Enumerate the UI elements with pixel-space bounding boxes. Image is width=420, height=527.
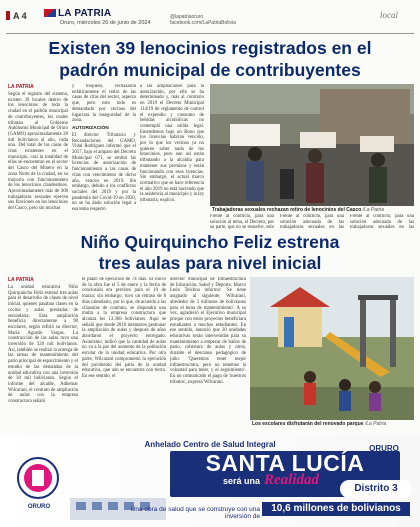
article2-caption — [252, 421, 414, 427]
article1-byline: LA PATRIA — [8, 84, 34, 90]
article2-col3 — [170, 277, 246, 432]
article1-photo — [210, 84, 414, 206]
article2-photo — [250, 277, 414, 420]
section-marker — [6, 11, 10, 20]
article1-col2b-text: El director Tributario y Recaudaciones del GAMO, Vidal Rodríguez informó que el 2017, bajo el amparo del Decreto Municipal 071, se emitió las licencias de autorización de funcionamiento a las casas de citas con vencimiento de dicho año, vencen en 2019. Sin embargo, debido a los conflictos sociales del 2019 y por la pandemia del Covid-19 en 2020, no se ha dado solución legal a esa tema respecto — [72, 132, 136, 213]
ad-script: Realidad — [264, 472, 319, 488]
advertisement[interactable] — [0, 436, 420, 527]
ad-subtitle: será una — [222, 476, 260, 486]
article1-col3-text: a las ampliaciones para la autorización, por ello se ha determinado y, más al contrario en 2019 el Decreto Municipal 114/19 de reglamento de control el expendio y consumo de bebidas alcohólicas no contempló una salida legal. Entendemos bajo un Bono que los licencias habrían vencido, por lo que los vecinos ya no quieren saber nada de los lenocinios, pero aun así están tributando a la alcaldía para mantener sus permisos y están funcionando con esos licencias. Sin embargo, el actual marco normativo que se hace referencia el año 2019 no está haciendo que la asistencia al municipio y la ley tributaria, explicó. — [140, 84, 204, 204]
article2-col3-text: director municipal de Infraestructura de Educación, Salud y Deporte, Marco León Teichoa informó: 'Se tiene asignado al siguiente, Wilcarani, alrededor de 3 millones de bolivianos para el tema de mantenimiento'. A su vez, agradeció el Ejecutivo municipal porque con estos proyectos beneficiará estudiantes a muchos estudiantes. En ese sentido, anunció que 20 unidades educativas serán intervenidas para su mantenimiento a empezar de baños de patio, cobertura de aulas y otros, durante el descanso pedagógico de julio. 'Queremos tener mejor infraestructura, pero no tenemos la voluntad para tener, y el seguimiento'. En un comunicado el pago de 'nuestros tributos', expresó Wilcarani. — [170, 277, 246, 385]
article2-col1 — [8, 277, 78, 432]
city-seal-icon — [14, 454, 62, 502]
article1-col4-text: Frente al conflicto, para una solución al tema, el Decreto, por su parte, que no se resuelve, solo — [210, 214, 274, 230]
ad-tagline: Anhelado Centro de Salud Integral — [144, 440, 276, 449]
article1-headline: Existen 39 lenocinios registrados en el padrón municipal de contribuyentes — [48, 38, 372, 80]
ad-footer-text: Una obra de salud que se construye con una inversión de — [130, 506, 260, 520]
article2-col1-text: La unidad educativa Niño Quirquincho Feliz estrenó tres aulas para el desarrollo de clases de nivel inicial, quienes pasaban clases en la cocina y aulas prestadas de secundaria. Esta ampliación beneficia directamente a 90 escolares, según refirió su director, María Agustín Vargas. La construcción de las aulas tuvo una inversión de 320 mil bolivianos. Así, también se realizó la entrega de las tareas de mantenimiento del patio principal de esparcimiento y el estudio de las demandas de la unidad educativa con una inversión de 30 mil bolivianos. Según el informe del alcalde, Adhemar Wilcarani, el contrato de ampliación de aulas con la empresa constructora señaló — [8, 285, 78, 405]
ad-amount: 10,6 millones de bolivianos — [271, 503, 401, 514]
article2-col2 — [82, 277, 166, 432]
ad-district: Distrito 3 — [354, 483, 398, 494]
playground-photo-illustration — [250, 277, 414, 420]
article1-col6-text: Frente al conflicto, para una solución adecuada de las trabajadoras sexuales en las — [350, 214, 414, 230]
article2-col2-text: el plazo de ejecución de 74 días. El inicio de la obra fue el 5 de enero y la fecha de conclusión era previsto para el 19 de marzo; sin embargo, tuvo un retraso de 8 días calendario, por lo que, de acuerdo a las cláusulas de contrato, se dispondrá una multa a la empresa constructora que alcanza los 13.368 bolivianos. Aquí se señaló que desde 2018 intentaron gestionar la ampliación de aulas y después de años abordaron el proyecto entregado. Asimismo, indicó que la cantidad de aulas no va a la par del aumento de la población escolar de la unidad educativa. Por otra parte, Wilcarani comprometió la ejecución del pavimento del patio de la unidad educativa, que aún se encuentra con tierra. En ese sentido, el — [82, 277, 166, 379]
article1-col1-text: Según el registro del sistema, existen 39 locales dentro de los lenocinios de toda la ciudad en el padrón municipal de contribuyentes, los cuales tributan al Gobierno Autónomo Municipal de Oruro (GAMO) aproximadamente 20 mil bolivianos al año, cada uno. Del total de las casas de citas existentes en el municipio, casi la totalidad de ellas se encuentran en el sector del Casco del Minero en la zona Norte de la ciudad, en su mayoría con funcionamiento de los lenocinios clandestinos. Aproximadamente más de 300 trabajadoras sexuales ejercen sus funciones en los lenocinios del Casco, pero sin muchas — [8, 92, 68, 212]
header-divider — [6, 33, 414, 34]
article1-col2 — [72, 84, 136, 230]
article1-caption-text: Trabajadoras sexuales rechazan retiro de lenocinios del Casco — [212, 207, 362, 213]
article2-byline: LA PATRIA — [8, 277, 34, 283]
article1-col5 — [280, 214, 344, 230]
ad-logo-right: ORURO — [369, 444, 399, 453]
article1-col3 — [140, 84, 204, 230]
article1-col6 — [350, 214, 414, 230]
article1-caption — [212, 207, 414, 213]
article2-photo-credit: /La Patria — [364, 421, 387, 427]
issue-date: Oruro, miércoles 26 de junio de 2024 — [60, 20, 151, 26]
article1-col5-text: Frente al conflicto, para una solución adecuada de las trabajadoras sexuales en las — [280, 214, 344, 230]
logo-wing-icon — [44, 9, 56, 17]
ad-city-logo — [14, 454, 62, 502]
article1-subhead: AUTORIZACIÓN — [72, 125, 109, 131]
article2-headline: Niño Quirquincho Feliz estrena tres aulas para nivel inicial — [80, 232, 340, 273]
section-label: local — [380, 10, 398, 20]
protest-photo-illustration — [210, 84, 414, 206]
article1-col1 — [8, 84, 68, 230]
ad-title: SANTA LUCÍA — [205, 450, 365, 476]
article1-photo-credit: /La Patria — [362, 207, 385, 213]
ad-logo-left-text: ORURO — [27, 504, 51, 510]
social-handle-2[interactable]: facebook.com/LaPatriaBolivia — [170, 20, 236, 26]
article1-col4 — [210, 214, 274, 230]
article1-col2-text: y lloqueos, rechazaron enfáticamente el retiro de las casas de citas del sector, aspecto que, pero esto todo es demandado por vecinos del lugarrara la inseguridad de la zona. — [72, 84, 136, 124]
social-handles — [170, 14, 236, 26]
social-handle-1[interactable]: @lapatriaoruro — [170, 14, 204, 20]
page-number: A 4 — [6, 11, 27, 21]
newspaper-logo[interactable]: LA PATRIA — [44, 8, 111, 19]
article2-caption-text: Los escolares disfrutarán del renovado parque — [252, 421, 364, 427]
